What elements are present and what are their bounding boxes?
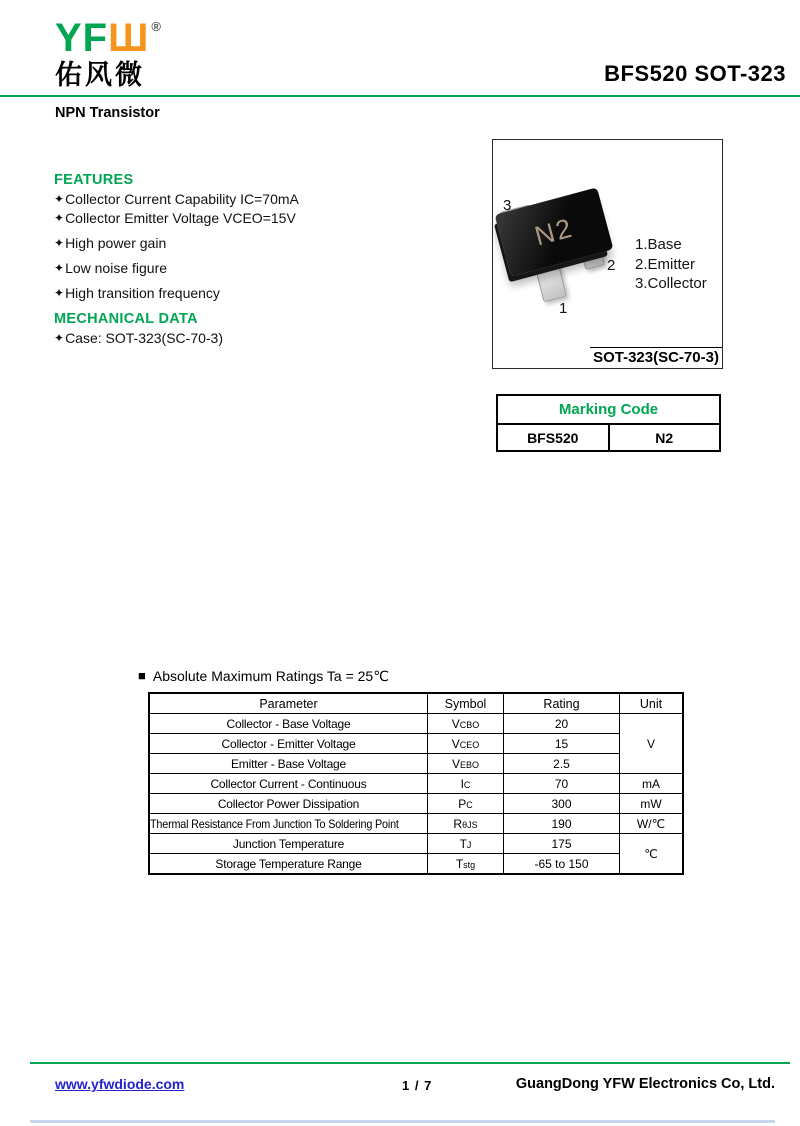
square-bullet-icon: ■: [138, 668, 146, 683]
table-row: [149, 814, 683, 834]
mechanical-case-item: [54, 330, 223, 346]
transistor-marking: N2: [531, 212, 577, 251]
parameter-label: Thermal Resistance From Junction To Soldering Point: [150, 816, 400, 831]
symbol-cell: [428, 734, 504, 754]
marking-code-title: Marking Code: [497, 395, 720, 424]
mechanical-case-label: Case: SOT-323(SC-70-3): [65, 330, 224, 346]
feature-item: [54, 210, 296, 226]
feature-item-label: Collector Current Capability IC=70mA: [65, 191, 299, 207]
table-header-row: [149, 693, 683, 714]
unit-cell-current: mA: [620, 774, 684, 794]
diamond-bullet-icon: ✦: [54, 286, 65, 300]
ratings-heading-text: Absolute Maximum Ratings Ta = 25℃: [152, 668, 389, 684]
symbol-cell: [428, 794, 504, 814]
unit-cell-voltage: V: [620, 714, 684, 774]
column-header-parameter: Parameter: [149, 693, 428, 714]
rating-cell: 20: [504, 714, 620, 734]
logo-text-orange: Ш: [108, 16, 150, 60]
feature-item: [54, 191, 299, 207]
features-heading: FEATURES: [54, 172, 134, 188]
parameter-cell: [149, 794, 428, 814]
symbol-cell: [428, 714, 504, 734]
unit-cell-thermal: W/℃: [620, 814, 684, 834]
feature-item: [54, 235, 166, 251]
page-title: BFS520 SOT-323: [604, 61, 786, 86]
diamond-bullet-icon: ✦: [54, 331, 65, 345]
header-divider: [0, 95, 800, 97]
pin-number-3: 3: [503, 197, 512, 214]
diamond-bullet-icon: ✦: [54, 261, 65, 275]
table-row: [149, 854, 683, 875]
symbol-cell: [428, 854, 504, 875]
mechanical-data-heading: MECHANICAL DATA: [54, 311, 198, 327]
ratings-table: [148, 692, 684, 875]
parameter-label: Collector - Emitter Voltage: [221, 736, 356, 751]
symbol-subscript: CEO: [459, 739, 480, 750]
pin-legend: [635, 235, 707, 294]
pin-number-2: 2: [607, 257, 616, 274]
logo-wordmark: [55, 6, 162, 59]
device-type-heading: NPN Transistor: [55, 105, 160, 121]
symbol-subscript: θJS: [462, 819, 478, 830]
unit-cell-temperature: ℃: [620, 834, 684, 875]
pin-legend-collector: 3.Collector: [635, 275, 707, 292]
footer-divider: [30, 1062, 790, 1064]
rating-cell: 300: [504, 794, 620, 814]
symbol-cell: [428, 814, 504, 834]
parameter-label: Emitter - Base Voltage: [231, 756, 346, 771]
symbol-subscript: EBO: [460, 759, 480, 770]
feature-item-label: High transition frequency: [65, 285, 220, 301]
logo-chinese-name: 佑风微: [55, 60, 145, 90]
ratings-heading: [138, 668, 389, 685]
parameter-cell: [149, 854, 428, 875]
table-row: [149, 774, 683, 794]
rating-cell: 15: [504, 734, 620, 754]
pin-legend-base: 1.Base: [635, 236, 682, 253]
column-header-unit: Unit: [620, 693, 684, 714]
symbol-subscript: C: [466, 799, 473, 810]
symbol-subscript: CBO: [459, 719, 480, 730]
symbol-base: V: [451, 716, 460, 731]
symbol-base: T: [455, 856, 464, 871]
parameter-label: Storage Temperature Range: [215, 856, 362, 871]
footer-accent-line: [30, 1120, 775, 1123]
symbol-base: V: [451, 756, 460, 771]
parameter-cell: [149, 754, 428, 774]
parameter-label: Junction Temperature: [232, 836, 345, 851]
feature-item: [54, 260, 167, 276]
parameter-cell: [149, 734, 428, 754]
parameter-cell: [149, 714, 428, 734]
symbol-base: I: [460, 776, 464, 791]
marking-code-table: [496, 394, 721, 452]
feature-item-label: Collector Emitter Voltage VCEO=15V: [65, 210, 296, 226]
symbol-base: T: [459, 836, 467, 851]
table-row: [149, 794, 683, 814]
column-header-rating: Rating: [504, 693, 620, 714]
feature-item-label: Low noise figure: [65, 260, 168, 276]
table-row: [149, 834, 683, 854]
parameter-cell: [149, 834, 428, 854]
symbol-subscript: stg: [463, 859, 476, 870]
symbol-subscript: J: [466, 839, 472, 850]
rating-cell: -65 to 150: [504, 854, 620, 875]
unit-cell-power: mW: [620, 794, 684, 814]
parameter-cell: [149, 774, 428, 794]
feature-item-label: High power gain: [65, 235, 167, 251]
symbol-base: P: [458, 796, 467, 811]
table-row: [149, 734, 683, 754]
symbol-subscript: C: [463, 779, 471, 790]
parameter-label: Collector Current - Continuous: [210, 776, 367, 791]
rating-cell: 70: [504, 774, 620, 794]
rating-cell: 2.5: [504, 754, 620, 774]
symbol-base: R: [453, 816, 463, 831]
diamond-bullet-icon: ✦: [54, 192, 65, 206]
yfw-logo: [55, 6, 162, 90]
symbol-base: V: [451, 736, 460, 751]
symbol-cell: [428, 754, 504, 774]
table-row: [149, 754, 683, 774]
diamond-bullet-icon: ✦: [54, 211, 65, 225]
marking-code-value: N2: [609, 424, 721, 451]
parameter-label: Collector Power Dissipation: [217, 796, 360, 811]
registered-trademark-icon: ®: [151, 19, 162, 34]
feature-item: [54, 285, 220, 301]
parameter-label: Collector - Base Voltage: [226, 716, 351, 731]
symbol-cell: [428, 834, 504, 854]
pin-number-1: 1: [559, 300, 568, 317]
pin-legend-emitter: 2.Emitter: [635, 255, 696, 273]
website-link[interactable]: www.yfwdiode.com: [55, 1076, 185, 1092]
company-name: GuangDong YFW Electronics Co, Ltd.: [515, 1076, 775, 1092]
symbol-cell: [428, 774, 504, 794]
rating-cell: 175: [504, 834, 620, 854]
column-header-symbol: Symbol: [428, 693, 504, 714]
table-row: [149, 714, 683, 734]
parameter-cell: [149, 814, 428, 834]
page-number: 1 / 7: [402, 1078, 433, 1093]
marking-part-number: BFS520: [497, 424, 609, 451]
rating-cell: 190: [504, 814, 620, 834]
package-diagram: [492, 139, 723, 369]
logo-text-green: YF: [55, 16, 109, 60]
package-caption: SOT-323(SC-70-3): [590, 347, 722, 368]
diamond-bullet-icon: ✦: [54, 236, 65, 250]
